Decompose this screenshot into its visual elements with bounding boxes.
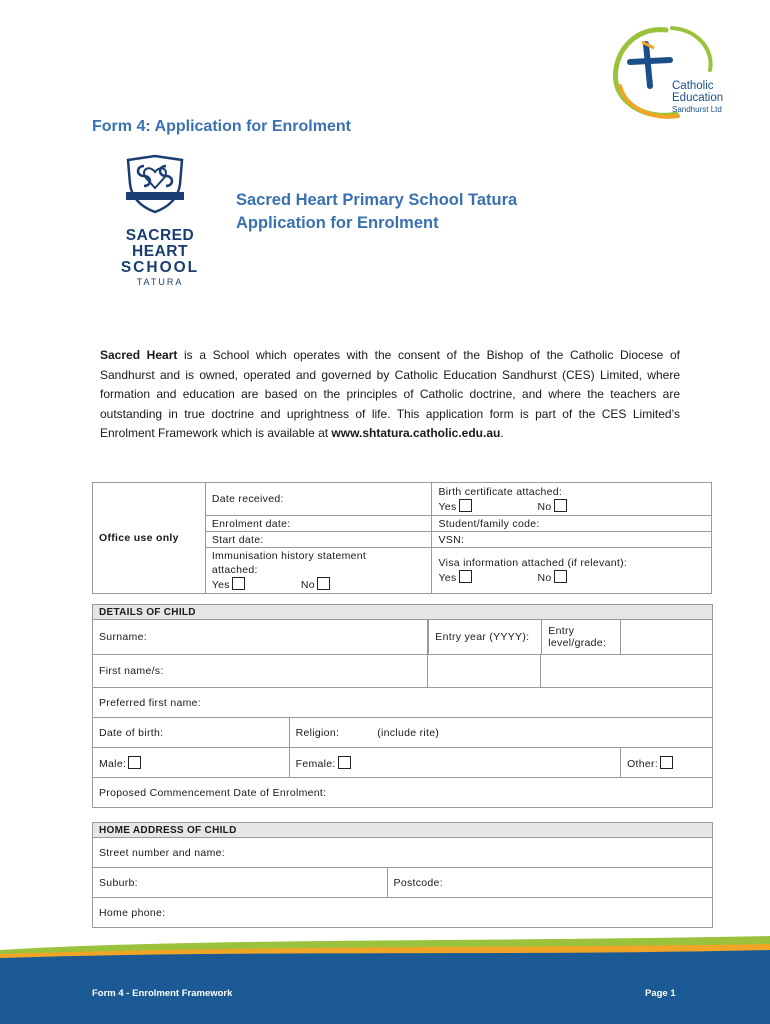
immunisation-no-label: No: [300, 579, 315, 591]
entry-year-field[interactable]: [429, 620, 542, 654]
entry-level-label: Entry level/grade:: [548, 625, 607, 649]
other-label: Other:: [627, 757, 659, 770]
home-phone-label: Home phone:: [99, 906, 166, 919]
immunisation-no-checkbox[interactable]: [317, 577, 330, 590]
first-names-label: First name/s:: [99, 665, 164, 677]
office-use-table: [92, 482, 712, 594]
immunisation-label-2: attached:: [211, 564, 258, 576]
entry-cells: [428, 620, 621, 655]
footer-page-number: Page 1: [645, 988, 676, 999]
student-code-field[interactable]: [432, 516, 712, 532]
visa-field: [432, 548, 712, 594]
immunisation-label-1: Immunisation history statement: [211, 550, 367, 562]
visa-no-checkbox[interactable]: [554, 570, 567, 583]
female-checkbox[interactable]: [338, 756, 351, 769]
immunisation-field: [205, 548, 432, 594]
birth-cert-yes-checkbox[interactable]: [459, 499, 472, 512]
vsn-label: VSN:: [438, 533, 465, 546]
ces-logo-text: [672, 80, 723, 116]
date-received-field[interactable]: [205, 483, 432, 516]
school-logo-line3: TATURA: [136, 277, 184, 287]
intro-end: .: [500, 426, 504, 441]
suburb-label: Suburb:: [99, 876, 138, 889]
date-received-label: Date received:: [211, 493, 284, 505]
school-logo-line2: SCHOOL: [120, 259, 200, 276]
office-use-label: Office use only: [93, 483, 206, 594]
first-names-side-cell-2: [541, 655, 712, 687]
other-checkbox[interactable]: [660, 756, 673, 769]
religion-field[interactable]: [289, 718, 712, 748]
birth-cert-no-label: No: [537, 500, 552, 513]
male-checkbox[interactable]: [128, 756, 141, 769]
home-section-heading: HOME ADDRESS OF CHILD: [93, 823, 713, 838]
surname-label: Surname:: [99, 631, 147, 643]
school-logo-name: [97, 228, 223, 288]
entry-year-label: Entry year (YYYY):: [435, 631, 530, 643]
home-address-table: [92, 822, 713, 928]
other-field: [621, 748, 713, 778]
preferred-name-label: Preferred first name:: [99, 696, 201, 709]
visa-yes-label: Yes: [438, 572, 457, 584]
entry-level-space: [621, 620, 713, 655]
heading-subtitle: Application for Enrolment: [236, 214, 439, 232]
first-names-side-cells: [428, 655, 713, 688]
dob-field[interactable]: [93, 718, 290, 748]
start-date-label: Start date:: [211, 533, 264, 546]
visa-yes-checkbox[interactable]: [459, 570, 472, 583]
street-label: Street number and name:: [99, 846, 225, 859]
ces-logo-line1: Catholic: [672, 80, 714, 92]
school-crest-icon: [122, 154, 188, 214]
birth-cert-no-checkbox[interactable]: [554, 499, 567, 512]
commencement-label: Proposed Commencement Date of Enrolment:: [99, 786, 327, 799]
male-field: [93, 748, 290, 778]
document-heading: [236, 189, 517, 235]
footer-left-text: Form 4 - Enrolment Framework: [92, 988, 233, 999]
female-field: [289, 748, 620, 778]
enrolment-date-label: Enrolment date:: [211, 517, 291, 530]
intro-paragraph: [100, 346, 680, 444]
details-section-heading: DETAILS OF CHILD: [93, 605, 713, 620]
commencement-field[interactable]: [93, 778, 713, 808]
heading-school-name: Sacred Heart Primary School Tatura: [236, 191, 518, 209]
vsn-field[interactable]: [432, 532, 712, 548]
surname-field[interactable]: [93, 620, 428, 655]
religion-rite-hint: (include rite): [377, 726, 440, 739]
visa-label: Visa information attached (if relevant):: [438, 557, 628, 569]
home-phone-field[interactable]: [93, 898, 713, 928]
immunisation-yes-label: Yes: [211, 579, 230, 591]
visa-no-label: No: [537, 572, 552, 584]
details-of-child-table: [92, 604, 713, 808]
enrolment-date-field[interactable]: [205, 516, 432, 532]
school-logo-line1: SACRED HEART: [125, 227, 195, 260]
first-names-side-cell-1: [428, 655, 541, 687]
dob-label: Date of birth:: [99, 726, 164, 739]
street-field[interactable]: [93, 838, 713, 868]
postcode-field[interactable]: [387, 868, 712, 898]
intro-body: is a School which operates with the consent of the Bishop of the Catholic Diocese of Sandhurst and is owned, operated and governed by Catholic Education Sandhurst (CES) Limited, where formation and education are based on the principles of Catholic doctrine, and where the teachers are outstanding in true doctrine and uprightness of life. This application form is part of the CES Limited’s Enrolment Framework which is available at: [100, 348, 680, 441]
preferred-name-field[interactable]: [93, 688, 713, 718]
immunisation-yes-checkbox[interactable]: [232, 577, 245, 590]
footer-wave-icon: [0, 936, 770, 1024]
form-title: Form 4: Application for Enrolment: [92, 118, 351, 135]
suburb-field[interactable]: [93, 868, 388, 898]
ces-logo-line2: Education: [672, 92, 724, 104]
first-names-field[interactable]: [93, 655, 428, 688]
ces-logo-line3: Sandhurst Ltd: [672, 105, 722, 114]
school-website-link[interactable]: www.shtatura.catholic.edu.au: [331, 426, 501, 441]
birth-certificate-field: [432, 483, 712, 516]
intro-lead: Sacred Heart: [100, 348, 178, 362]
student-code-label: Student/family code:: [438, 517, 540, 530]
entry-level-field[interactable]: [542, 620, 620, 654]
birth-cert-yes-label: Yes: [438, 500, 457, 513]
birth-certificate-label: Birth certificate attached:: [438, 485, 563, 498]
start-date-field[interactable]: [205, 532, 432, 548]
male-label: Male:: [99, 757, 127, 770]
religion-label: Religion:: [295, 726, 340, 739]
female-label: Female:: [295, 757, 336, 770]
postcode-label: Postcode:: [393, 876, 443, 889]
